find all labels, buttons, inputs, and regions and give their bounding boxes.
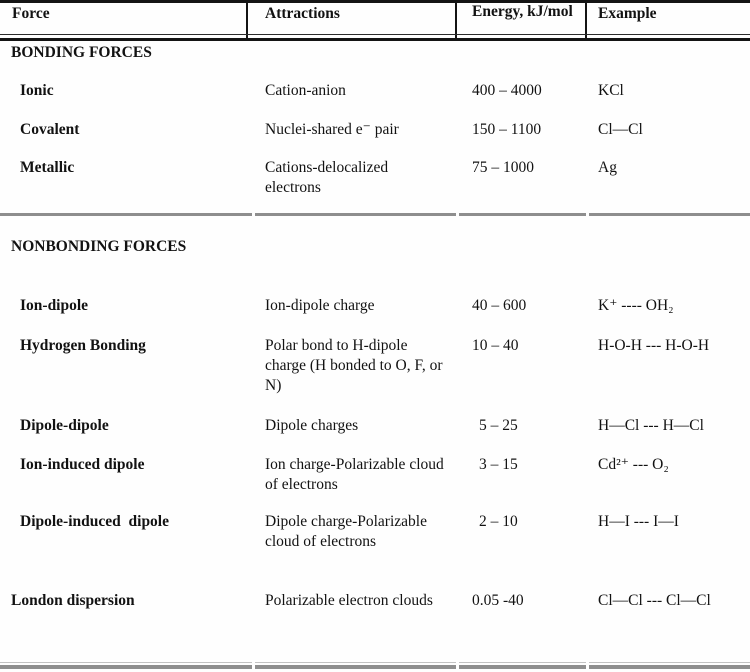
energy-range: 40 – 600 (472, 297, 527, 314)
bottom-rule-thick (0, 665, 252, 669)
energy-range: 2 – 10 (479, 513, 518, 530)
force-name: Ion-induced dipole (20, 456, 145, 473)
example-formula: H—I --- I—I (598, 513, 679, 530)
force-name: Covalent (20, 121, 80, 138)
attraction-text: Dipole charges (265, 417, 359, 434)
attraction-text: Nuclei-shared e⁻ pair (265, 121, 399, 138)
section-title-nonbonding: NONBONDING FORCES (11, 238, 187, 255)
energy-range: 5 – 25 (479, 417, 518, 434)
column-header-force: Force (12, 5, 50, 22)
header-bottom-rule-thin (0, 34, 750, 35)
section-divider-rule (589, 213, 750, 216)
header-bottom-rule-thick (0, 38, 750, 41)
example-formula: H-O-H --- H-O-H (598, 337, 710, 354)
attraction-text: Cation-anion (265, 82, 346, 99)
attraction-text: Dipole charge-Polarizable cloud of electrons (265, 513, 427, 550)
section-divider-rule (0, 213, 252, 216)
force-name: London dispersion (11, 592, 135, 609)
bottom-rule-thin (589, 662, 750, 663)
header-column-divider (585, 0, 587, 38)
force-name: Ionic (20, 82, 54, 99)
bottom-rule-thin (255, 662, 456, 663)
bottom-rule-thick (459, 665, 586, 669)
force-name: Dipole-induced dipole (20, 513, 169, 530)
force-name: Hydrogen Bonding (20, 337, 146, 354)
example-formula: Cl—Cl --- Cl—Cl (598, 592, 711, 609)
force-name: Ion-dipole (20, 297, 89, 314)
energy-range: 10 – 40 (472, 337, 519, 354)
attraction-text: Polarizable electron clouds (265, 592, 433, 609)
energy-range: 150 – 1100 (472, 121, 542, 138)
header-column-divider (455, 0, 457, 38)
header-column-divider (246, 0, 248, 38)
energy-range: 3 – 15 (479, 456, 518, 473)
column-header-attractions: Attractions (265, 5, 340, 22)
energy-range: 400 – 4000 (472, 82, 542, 99)
energy-range: 75 – 1000 (472, 159, 534, 176)
example-formula: Ag (598, 159, 617, 176)
example-formula: Cd²⁺ --- O₂ (598, 456, 669, 473)
energy-range: 0.05 -40 (472, 592, 524, 609)
force-name: Metallic (20, 159, 75, 176)
attraction-text: Ion-dipole charge (265, 297, 375, 314)
example-formula: KCl (598, 82, 624, 99)
top-rule (0, 0, 750, 3)
example-formula: H—Cl --- H—Cl (598, 417, 704, 434)
bottom-rule-thick (589, 665, 750, 669)
force-name: Dipole-dipole (20, 417, 109, 434)
example-formula: K⁺ ---- OH₂ (598, 297, 674, 314)
section-divider-rule (255, 213, 456, 216)
example-formula: Cl—Cl (598, 121, 643, 138)
bottom-rule-thick (255, 665, 456, 669)
bottom-rule-thin (0, 662, 252, 663)
attraction-text: Ion charge-Polarizable cloud of electrons (265, 456, 444, 493)
column-header-energy: Energy, kJ/mol (472, 3, 573, 20)
bottom-rule-thin (459, 662, 586, 663)
attraction-text: Cations-delocalized electrons (265, 159, 389, 196)
section-divider-rule (459, 213, 586, 216)
attraction-text: Polar bond to H-dipole charge (H bonded to O, F, or N) (265, 337, 443, 394)
section-title-bonding: BONDING FORCES (11, 44, 152, 61)
column-header-example: Example (598, 5, 657, 22)
